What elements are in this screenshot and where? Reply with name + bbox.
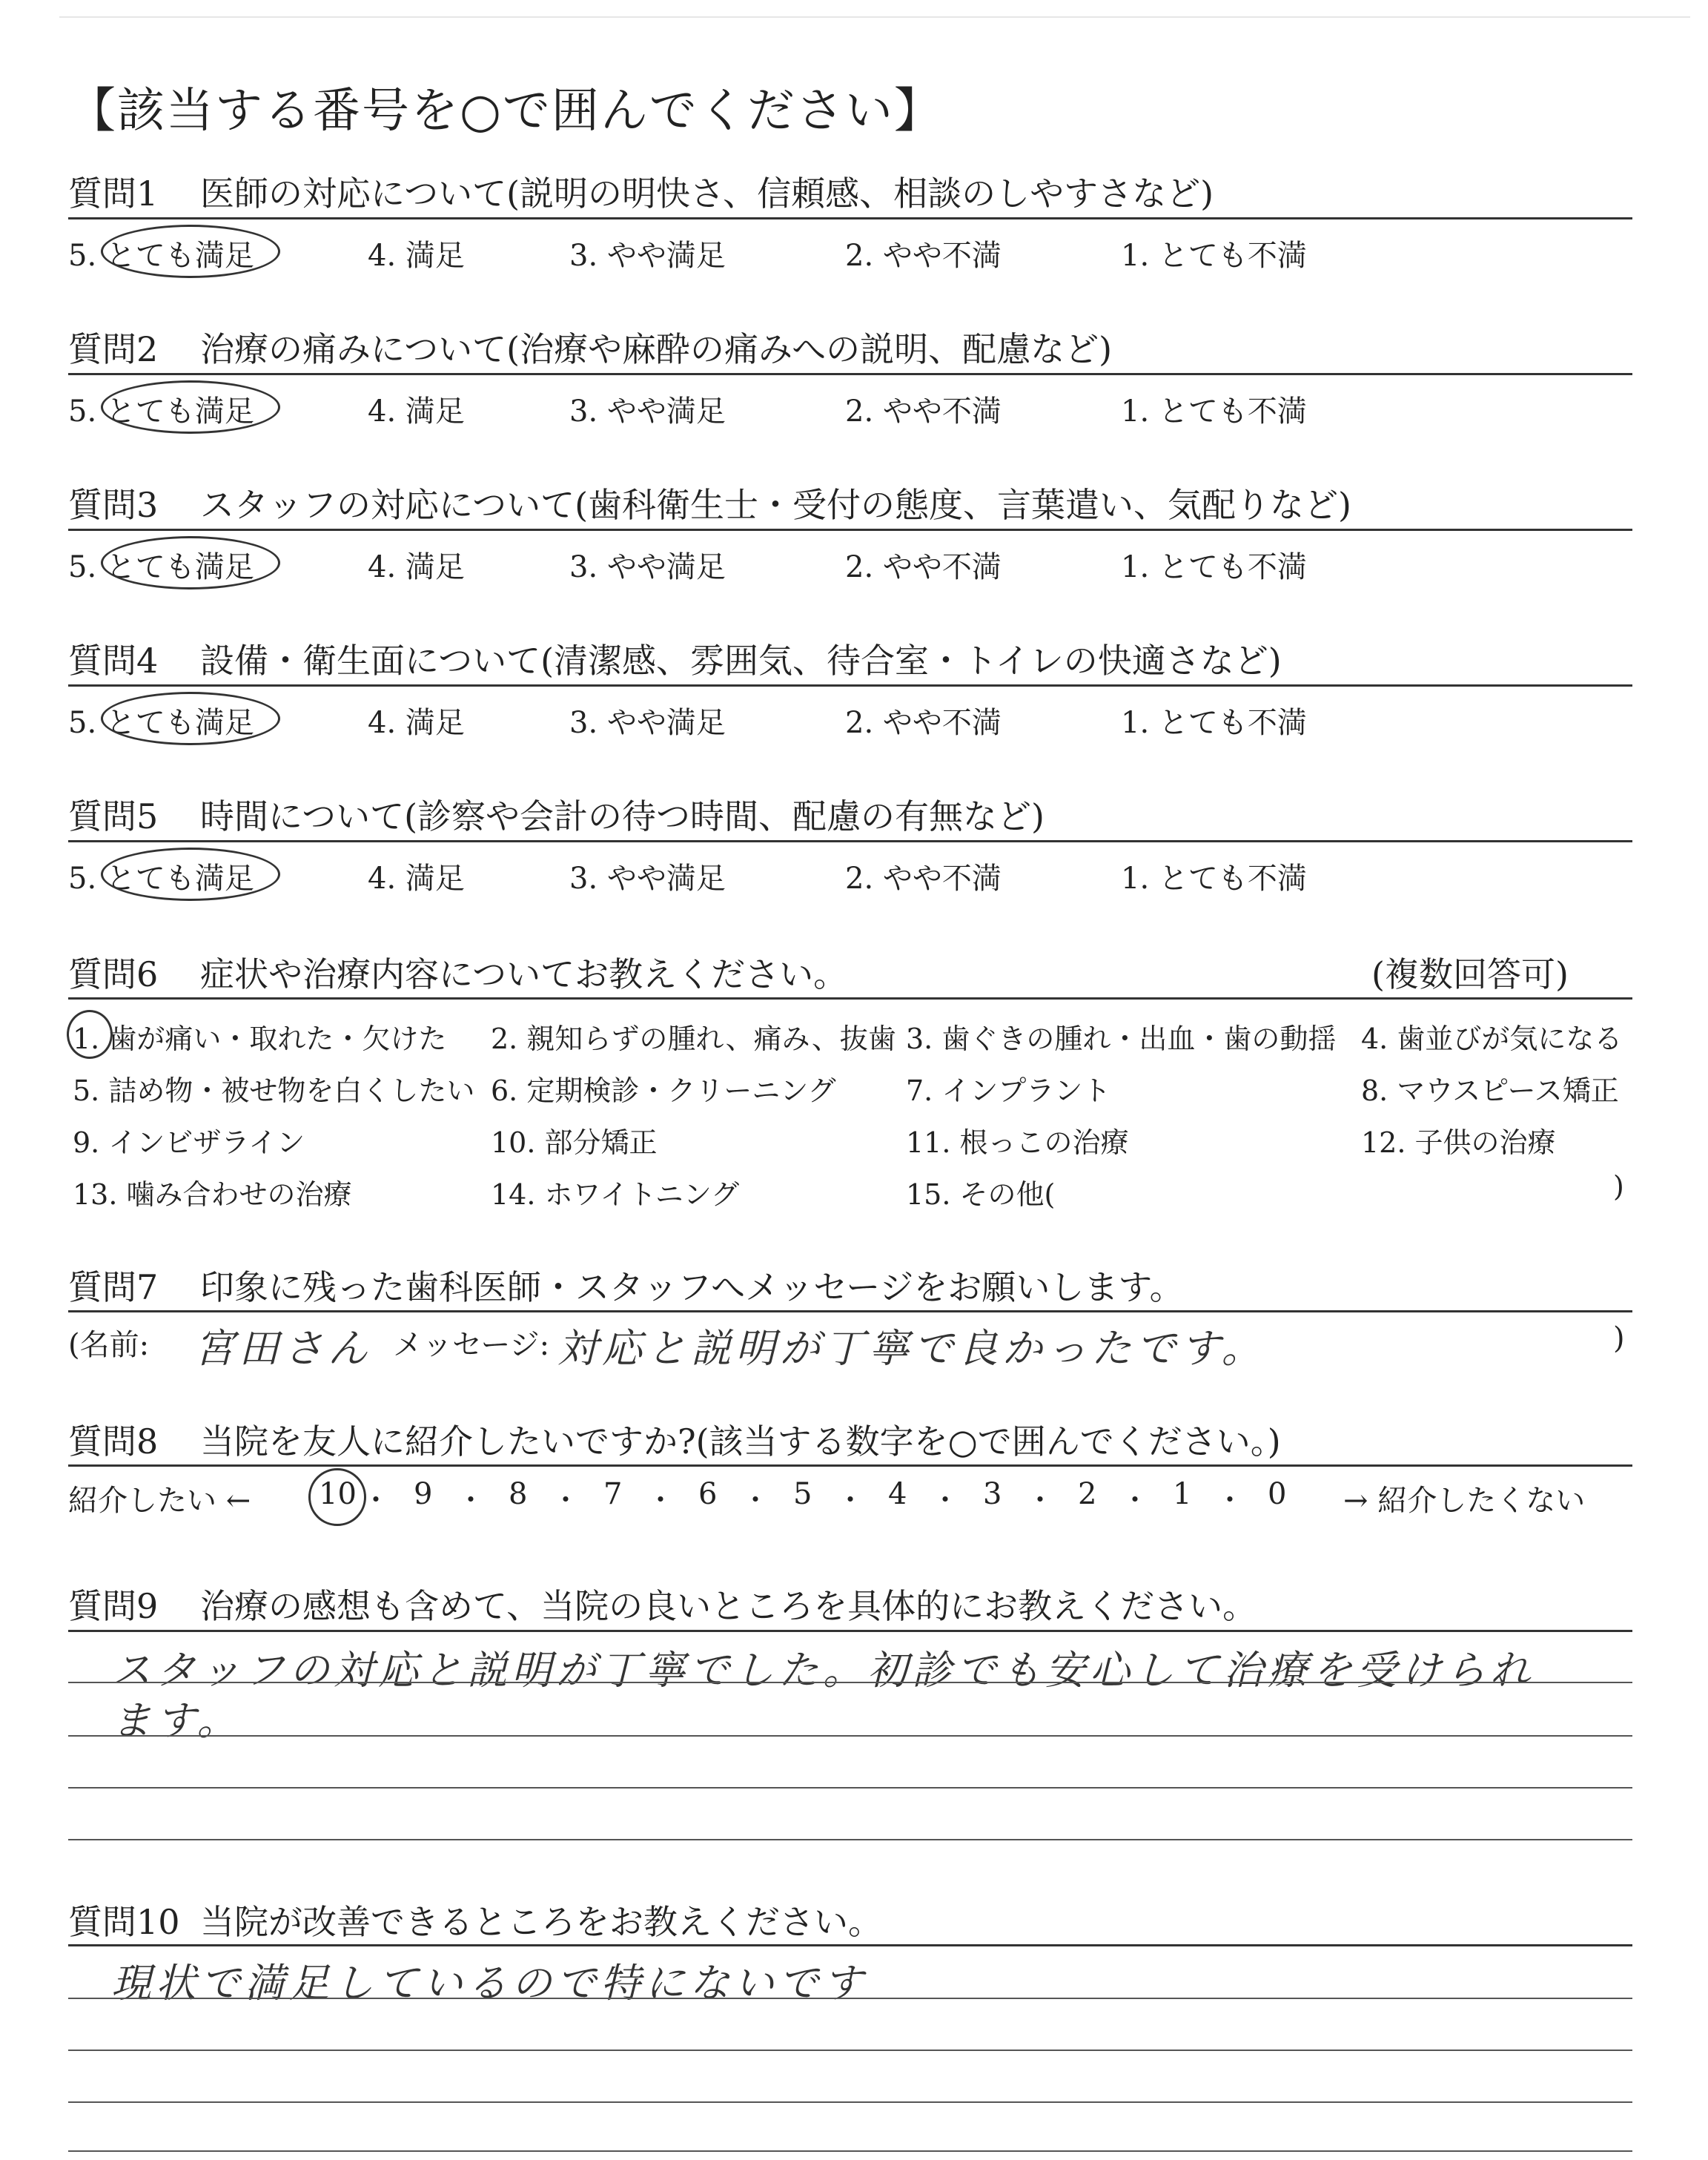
q1-number: 質問1 [68,174,159,214]
q6-option-14[interactable]: 14. ホワイトニング [491,1178,740,1211]
q6-option-12[interactable]: 12. 子供の治療 [1361,1126,1556,1159]
q5-heading [68,790,1045,839]
q6-text: 症状や治療内容についてお教えください。 [200,954,848,994]
q5-text: 時間について(診察や会計の待つ時間、配慮の有無など) [200,796,1045,836]
q9-answer-rule-2 [68,1735,1632,1737]
q6-option-2[interactable]: 2. 親知らずの腫れ、痛み、抜歯 [491,1023,896,1055]
q2-option-4[interactable]: 4. 満足 [368,394,465,429]
q2-rule [68,373,1632,375]
q3-option-4[interactable]: 4. 満足 [368,550,465,584]
q1-text: 医師の対応について(説明の明快さ、信頼感、相談のしやすさなど) [200,174,1214,214]
q8-scale-4[interactable]: 4 [888,1477,907,1511]
q4-option-4[interactable]: 4. 満足 [368,706,465,740]
q2-option-3[interactable]: 3. やや満足 [569,394,726,429]
q4-option-5[interactable]: 5. とても満足 [68,706,254,740]
q8-rule [68,1464,1632,1467]
q6-option-10[interactable]: 10. 部分矯正 [491,1126,658,1159]
q5-option-3[interactable]: 3. やや満足 [569,862,726,896]
q10-number: 質問10 [68,1902,180,1942]
q2-option-1[interactable]: 1. とても不満 [1121,394,1307,429]
q4-text: 設備・衛生面について(清潔感、雰囲気、待合室・トイレの快適さなど) [200,641,1282,681]
q8-scale-7[interactable]: 7 [603,1477,623,1511]
q8-scale-3[interactable]: 3 [983,1477,1002,1511]
q1-option-1[interactable]: 1. とても不満 [1121,239,1307,273]
q3-option-3[interactable]: 3. やや満足 [569,550,726,584]
q10-answer-rule-1 [68,1998,1632,1999]
q9-text: 治療の感想も含めて、当院の良いところを具体的にお教えください。 [200,1586,1257,1626]
q10-answer-rule-2 [68,2050,1632,2051]
q3-number: 質問3 [68,485,159,525]
q1-selected-circle [101,225,280,278]
q10-text: 当院が改善できるところをお教えください。 [200,1902,882,1942]
q8-scale-8[interactable]: 8 [509,1477,528,1511]
q1-option-5[interactable]: 5. とても満足 [68,239,254,273]
q8-separator: ・ [1121,1484,1150,1516]
q8-separator: ・ [836,1484,865,1516]
q6-option-3[interactable]: 3. 歯ぐきの腫れ・出血・歯の動揺 [906,1023,1337,1055]
q2-option-5[interactable]: 5. とても満足 [68,394,254,429]
q1-option-4[interactable]: 4. 満足 [368,239,465,273]
q8-scale-2[interactable]: 2 [1078,1477,1097,1511]
q9-answer-rule-4 [68,1839,1632,1840]
q6-other-close: ) [1613,1170,1624,1203]
q6-rule [68,997,1632,1000]
q3-heading [68,478,1351,527]
q7-rule [68,1310,1632,1312]
q10-heading [68,1895,882,1944]
q6-option-4[interactable]: 4. 歯並びが気になる [1361,1023,1623,1055]
q5-option-4[interactable]: 4. 満足 [368,862,465,896]
q8-separator: ・ [457,1484,486,1516]
q6-heading [68,948,847,997]
q6-option-6[interactable]: 6. 定期検診・クリーニング [491,1074,836,1107]
q2-option-2[interactable]: 2. やや不満 [845,394,1002,429]
q3-option-5[interactable]: 5. とても満足 [68,550,254,584]
q6-option-7[interactable]: 7. インプラント [906,1074,1111,1107]
q1-option-2[interactable]: 2. やや不満 [845,239,1002,273]
q9-rule [68,1630,1632,1632]
q1-rule [68,217,1632,219]
q7-message-value: 対応と説明が丁寧で良かったです。 [557,1325,1266,1372]
q6-selected-circle [67,1010,113,1059]
q5-rule [68,840,1632,842]
q6-option-13[interactable]: 13. 噛み合わせの治療 [73,1178,352,1211]
q6-option-8[interactable]: 8. マウスピース矯正 [1361,1074,1619,1107]
q8-scale-0[interactable]: 0 [1268,1477,1287,1511]
q5-option-1[interactable]: 1. とても不満 [1121,862,1307,896]
q9-heading [68,1579,1257,1628]
q6-option-11[interactable]: 11. 根っこの治療 [906,1126,1129,1159]
q8-separator: ・ [646,1484,675,1516]
q1-option-3[interactable]: 3. やや満足 [569,239,726,273]
q2-number: 質問2 [68,329,159,369]
q4-option-1[interactable]: 1. とても不満 [1121,706,1307,740]
q3-rule [68,529,1632,531]
q4-heading [68,634,1282,683]
q4-number: 質問4 [68,641,159,681]
q1-heading [68,167,1214,216]
q9-number: 質問9 [68,1586,159,1626]
q5-option-2[interactable]: 2. やや不満 [845,862,1002,896]
q6-note: (複数回答可) [1371,954,1569,994]
q5-number: 質問5 [68,796,159,836]
q9-answer-rule-3 [68,1787,1632,1789]
q7-name-label: (名前: [68,1328,150,1362]
q8-separator: ・ [1216,1484,1245,1516]
q9-answer-line-2: ます。 [111,1697,242,1744]
q8-left-label: 紹介したい ← [68,1484,251,1518]
q8-separator: ・ [362,1484,391,1516]
q7-message-label: メッセージ: [393,1328,550,1362]
q10-answer-rule-4 [68,2150,1632,2152]
q4-option-3[interactable]: 3. やや満足 [569,706,726,740]
q6-option-9[interactable]: 9. インビザライン [73,1126,305,1159]
q8-separator: ・ [552,1484,580,1516]
q8-scale-5[interactable]: 5 [793,1477,812,1511]
q8-scale-6[interactable]: 6 [698,1477,718,1511]
q8-separator: ・ [931,1484,960,1516]
q3-option-1[interactable]: 1. とても不満 [1121,550,1307,584]
q7-name-value: 宮田さん [194,1325,372,1372]
q6-option-1[interactable]: 1. 歯が痛い・取れた・欠けた [73,1023,447,1055]
q8-selected-circle [308,1468,366,1526]
q8-scale-10[interactable]: 10 [319,1477,357,1511]
page-title: 【該当する番号を○で囲んでください】 [68,84,943,139]
q7-number: 質問7 [68,1267,159,1307]
q8-text: 当院を友人に紹介したいですか?(該当する数字を○で囲んでください。) [200,1421,1281,1462]
q7-text: 印象に残った歯科医師・スタッフへメッセージをお願いします。 [200,1267,1184,1307]
q9-answer-line-1: スタッフの対応と説明が丁寧でした。初診でも安心して治療を受けられ [111,1647,1535,1694]
q6-option-5[interactable]: 5. 詰め物・被せ物を白くしたい [73,1074,475,1107]
q7-heading [68,1261,1184,1309]
q8-scale-9[interactable]: 9 [414,1477,433,1511]
q4-rule [68,684,1632,687]
q3-selected-circle [101,536,280,589]
q6-option-15[interactable]: 15. その他( [906,1178,1056,1211]
q8-separator: ・ [1026,1484,1055,1516]
q3-option-2[interactable]: 2. やや不満 [845,550,1002,584]
q5-option-5[interactable]: 5. とても満足 [68,862,254,896]
q9-answer-rule-1 [68,1682,1632,1683]
q6-number: 質問6 [68,954,159,994]
q10-answer-line-1: 現状で満足しているので特にないです [111,1960,867,2007]
q8-number: 質問8 [68,1421,159,1462]
q4-selected-circle [101,692,280,745]
q3-text: スタッフの対応について(歯科衛生士・受付の態度、言葉遣い、気配りなど) [200,485,1351,525]
q8-scale-1[interactable]: 1 [1173,1477,1192,1511]
q10-rule [68,1944,1632,1946]
q2-heading [68,323,1112,371]
q2-selected-circle [101,380,280,434]
q8-separator: ・ [741,1484,770,1516]
q8-right-label: → 紹介したくない [1343,1484,1586,1518]
q5-selected-circle [101,848,280,901]
q4-option-2[interactable]: 2. やや不満 [845,706,1002,740]
top-edge-rule [59,16,1690,18]
q8-heading [68,1415,1281,1464]
q2-text: 治療の痛みについて(治療や麻酔の痛みへの説明、配慮など) [200,329,1113,369]
q7-close: ) [1613,1321,1625,1355]
q10-answer-rule-3 [68,2101,1632,2103]
